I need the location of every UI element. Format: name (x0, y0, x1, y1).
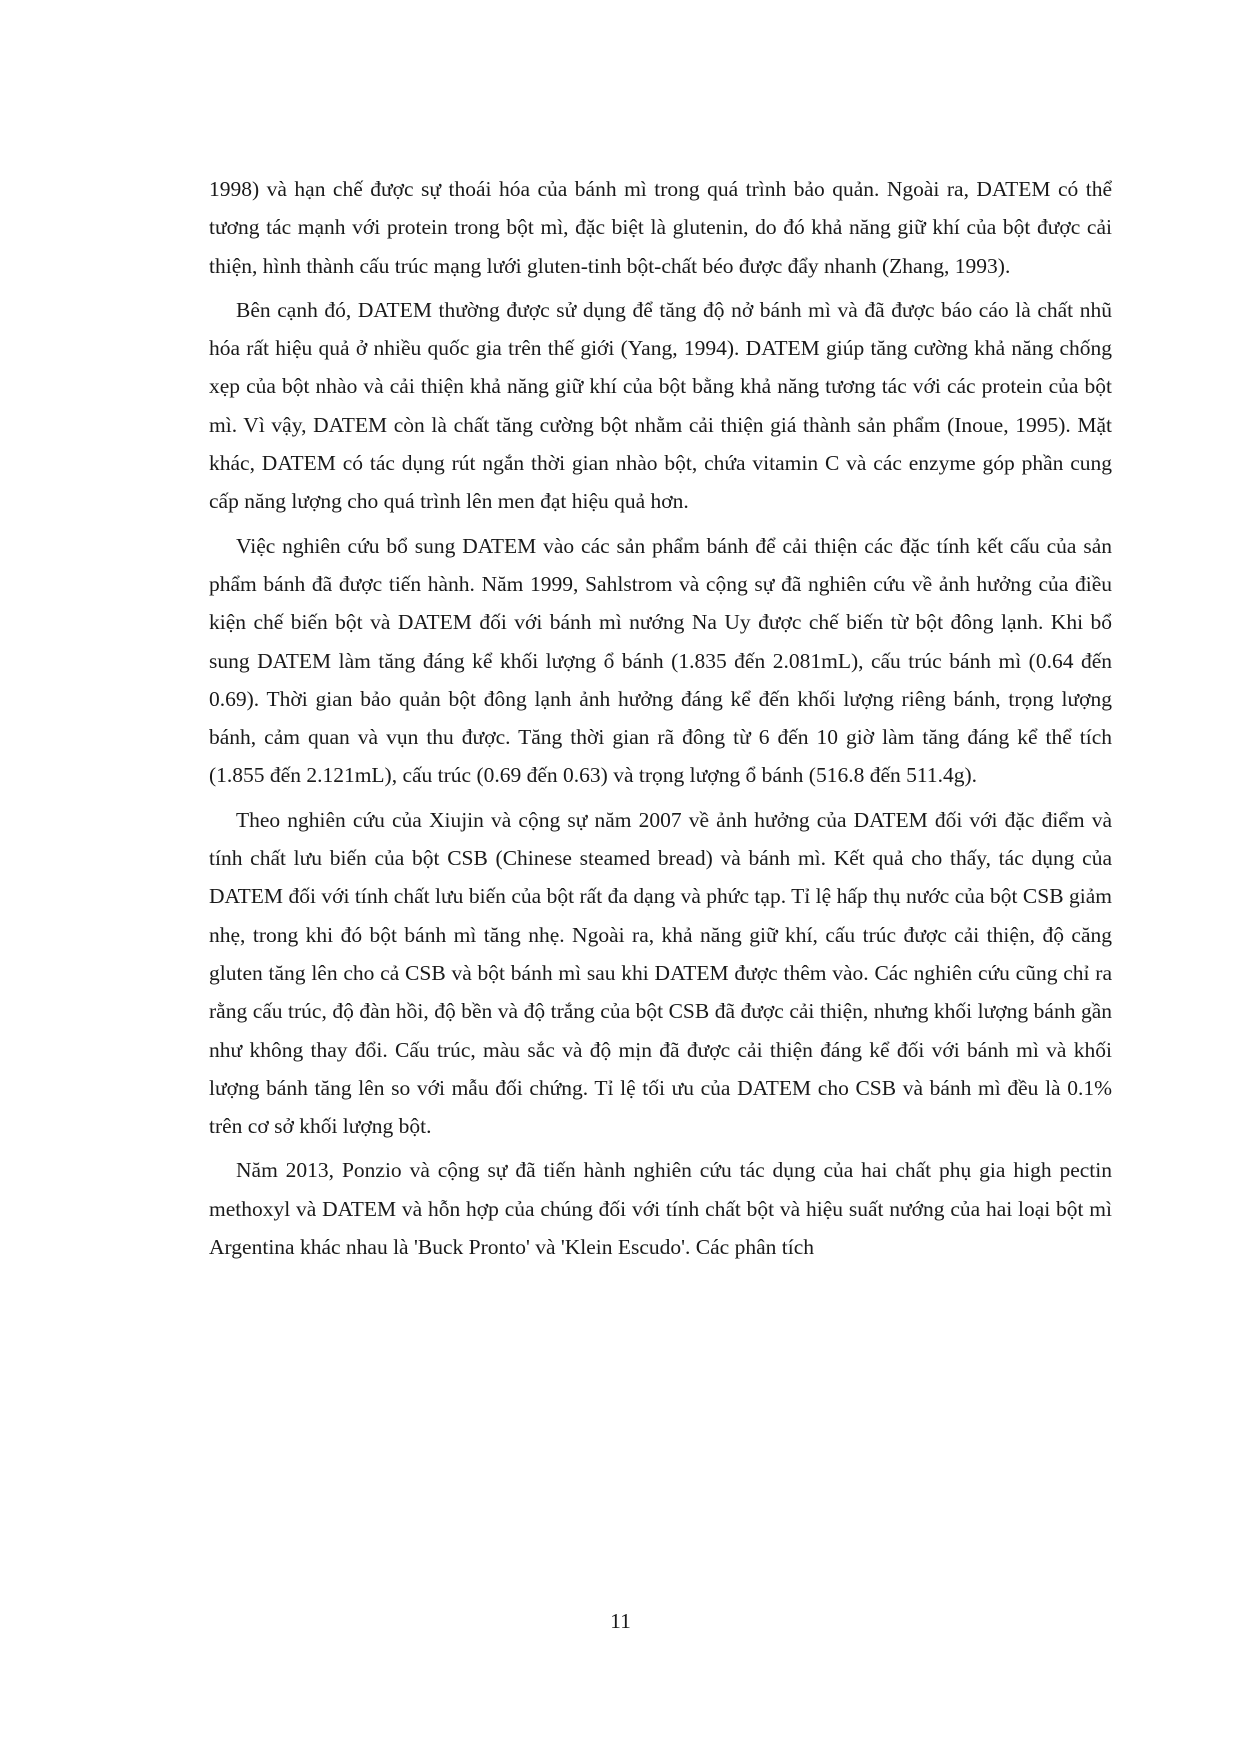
paragraph-ponzio-study: Năm 2013, Ponzio và cộng sự đã tiến hành nghiên cứu tác dụng của hai chất phụ gia high pectin methoxyl và DATEM và hỗn hợp của chúng đối với tính chất bột và hiệu suất nướng của hai loại bột mì Argentina khác nhau là 'Buck Pronto' và 'Klein Escudo'. Các phân tích (209, 1158, 1112, 1260)
paragraph-continuation: 1998) và hạn chế được sự thoái hóa của bánh mì trong quá trình bảo quản. Ngoài ra, DATEM có thể tương tác mạnh với protein trong bột mì, đặc biệt là glutenin, do đó khả năng giữ khí của bột được cải thiện, hình thành cấu trúc mạng lưới gluten-tinh bột-chất béo được đẩy nhanh (Zhang, 1993). (209, 177, 1112, 278)
paragraph-datem-emulsifier: Bên cạnh đó, DATEM thường được sử dụng để tăng độ nở bánh mì và đã được báo cáo là chất nhũ hóa rất hiệu quả ở nhiều quốc gia trên thế giới (Yang, 1994). DATEM giúp tăng cường khả năng chống xẹp của bột nhào và cải thiện khả năng giữ khí của bột bằng khả năng tương tác với các protein của bột mì. Vì vậy, DATEM còn là chất tăng cường bột nhằm cải thiện giá thành sản phẩm (Inoue, 1995). Mặt khác, DATEM có tác dụng rút ngắn thời gian nhào bột, chứa vitamin C và các enzyme góp phần cung cấp năng lượng cho quá trình lên men đạt hiệu quả hơn. (209, 297, 1112, 514)
page-number: 11 (610, 1609, 631, 1633)
document-body (209, 170, 1112, 1272)
paragraph-xiujin-study: Theo nghiên cứu của Xiujin và cộng sự năm 2007 về ảnh hưởng của DATEM đối với đặc điểm và tính chất lưu biến của bột CSB (Chinese steamed bread) và bánh mì. Kết quả cho thấy, tác dụng của DATEM đối với tính chất lưu biến của bột rất đa dạng và phức tạp. Tỉ lệ hấp thụ nước của bột CSB giảm nhẹ, trong khi đó bột bánh mì tăng nhẹ. Ngoài ra, khả năng giữ khí, cấu trúc được cải thiện, độ căng gluten tăng lên cho cả CSB và bột bánh mì sau khi DATEM được thêm vào. Các nghiên cứu cũng chỉ ra rằng cấu trúc, độ đàn hồi, độ bền và độ trắng của bột CSB đã được cải thiện, nhưng khối lượng bánh gần như không thay đổi. Cấu trúc, màu sắc và độ mịn đã được cải thiện đáng kể đối với bánh mì và khối lượng bánh tăng lên so với mẫu đối chứng. Tỉ lệ tối ưu của DATEM cho CSB và bánh mì đều là 0.1% trên cơ sở khối lượng bột. (209, 807, 1112, 1139)
paragraph-sahlstrom-study: Việc nghiên cứu bổ sung DATEM vào các sản phẩm bánh để cải thiện các đặc tính kết cấu của sản phẩm bánh đã được tiến hành. Năm 1999, Sahlstrom và cộng sự đã nghiên cứu về ảnh hưởng của điều kiện chế biến bột và DATEM đối với bánh mì nướng Na Uy được chế biến từ bột đông lạnh. Khi bổ sung DATEM làm tăng đáng kể khối lượng ổ bánh (1.835 đến 2.081mL), cấu trúc bánh mì (0.64 đến 0.69). Thời gian bảo quản bột đông lạnh ảnh hưởng đáng kể đến khối lượng riêng bánh, trọng lượng bánh, cảm quan và vụn thu được. Tăng thời gian rã đông từ 6 đến 10 giờ làm tăng đáng kể thể tích (1.855 đến 2.121mL), cấu trúc (0.69 đến 0.63) và trọng lượng ổ bánh (516.8 đến 511.4g). (209, 533, 1112, 788)
